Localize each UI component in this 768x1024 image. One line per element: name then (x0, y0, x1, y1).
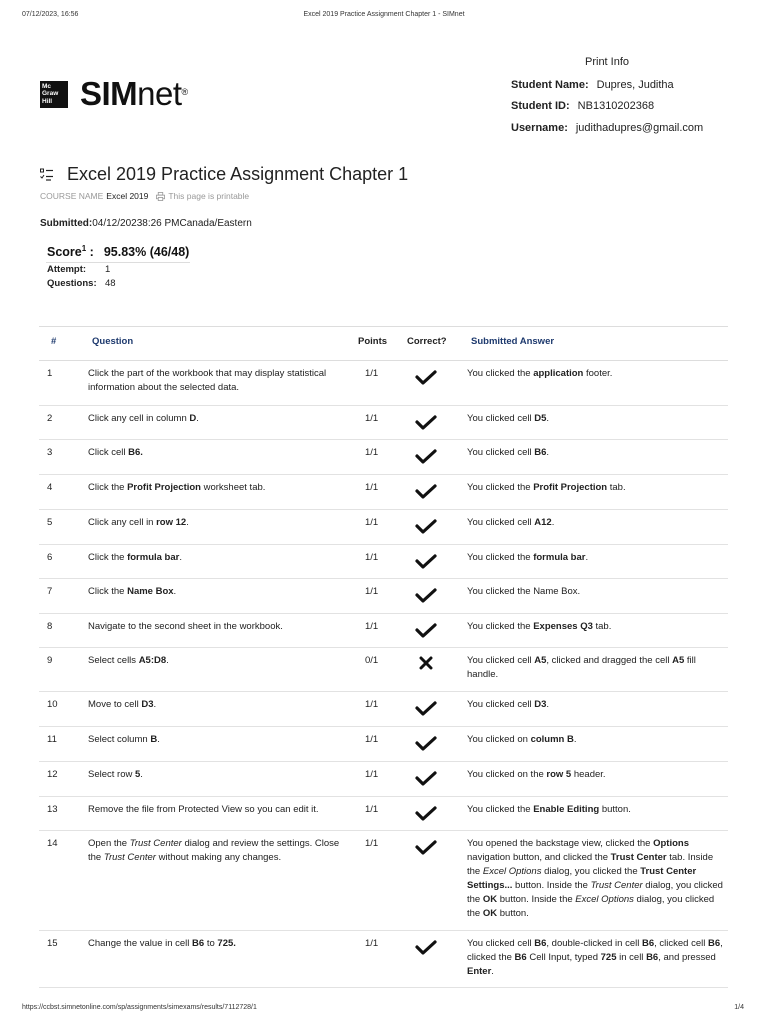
table-row (39, 406, 728, 440)
score-value: 95.83% (46/48) (103, 245, 190, 260)
check-icon (415, 518, 437, 534)
attempt-row (47, 264, 110, 275)
row-answer: You clicked the Name Box. (467, 586, 581, 597)
row-points: 1/1 (365, 769, 379, 780)
col-correct-header: Correct? (407, 336, 447, 347)
row-number: 12 (47, 769, 58, 780)
username-row (511, 122, 703, 134)
questions-value: 48 (105, 278, 116, 289)
results-table (39, 326, 728, 988)
row-correct (415, 448, 439, 464)
row-number: 14 (47, 838, 58, 849)
score-label: Score (47, 245, 82, 260)
check-icon (415, 839, 437, 855)
row-correct (415, 369, 439, 385)
table-header (39, 327, 728, 361)
check-icon (415, 805, 437, 821)
student-id-value: NB1310202368 (577, 100, 655, 112)
simnet-wordmark: SIMnet® (80, 75, 188, 112)
course-name: Excel 2019 (106, 191, 149, 201)
student-id-row (511, 100, 654, 112)
row-question: Navigate to the second sheet in the workbook. (88, 621, 283, 632)
submitted-label: Submitted: (40, 218, 93, 229)
row-question: Select cells A5:D8. (88, 655, 169, 666)
submitted-line (40, 218, 252, 229)
col-question-header: Question (92, 336, 134, 347)
student-id-label: Student ID: (511, 100, 570, 112)
row-number: 15 (47, 938, 58, 949)
print-url: https://ccbst.simnetonline.com/sp/assignments/simexams/results/7112728/1 (22, 1004, 257, 1011)
check-icon (415, 483, 437, 499)
row-points: 1/1 (365, 699, 379, 710)
course-label: COURSE NAME (40, 191, 104, 201)
row-number: 13 (47, 804, 58, 815)
table-row (39, 475, 728, 510)
row-correct (415, 656, 439, 672)
simnet-logo (40, 75, 188, 112)
row-question: Click any cell in column D. (88, 413, 199, 424)
row-number: 2 (47, 413, 53, 424)
table-row (39, 614, 728, 648)
col-num-header: # (51, 336, 57, 347)
row-correct (415, 483, 439, 499)
printer-icon (156, 192, 165, 201)
row-answer: You clicked cell D5. (467, 413, 550, 424)
row-correct (415, 735, 439, 751)
print-info-link[interactable]: Print Info (585, 56, 630, 68)
row-question: Open the Trust Center dialog and review the settings. Close the Trust Center without making any changes. (88, 838, 340, 863)
col-points-header: Points (358, 336, 388, 347)
row-points: 1/1 (365, 804, 379, 815)
course-line (40, 191, 249, 201)
row-question: Select row 5. (88, 769, 143, 780)
row-number: 10 (47, 699, 58, 710)
print-datetime: 07/12/2023, 16:56 (22, 11, 79, 18)
row-correct (415, 770, 439, 786)
row-points: 1/1 (365, 938, 379, 949)
row-number: 4 (47, 482, 53, 493)
table-row (39, 931, 728, 988)
row-number: 3 (47, 447, 53, 458)
check-icon (415, 735, 437, 751)
col-answer-header: Submitted Answer (471, 336, 555, 347)
username-label: Username: (511, 122, 568, 134)
table-row (39, 797, 728, 831)
row-points: 1/1 (365, 413, 379, 424)
table-row (39, 648, 728, 692)
check-icon (415, 939, 437, 955)
row-correct (415, 518, 439, 534)
row-points: 1/1 (365, 482, 379, 493)
row-answer: You clicked the formula bar. (467, 552, 589, 563)
row-number: 5 (47, 517, 53, 528)
row-points: 0/1 (365, 655, 379, 666)
row-question: Change the value in cell B6 to 725. (88, 938, 236, 949)
attempt-value: 1 (105, 264, 111, 275)
table-row (39, 831, 728, 931)
row-number: 6 (47, 552, 53, 563)
check-icon (415, 414, 437, 430)
row-points: 1/1 (365, 447, 379, 458)
check-icon (415, 587, 437, 603)
row-answer: You clicked cell D3. (467, 699, 550, 710)
row-correct (415, 414, 439, 430)
row-points: 1/1 (365, 552, 379, 563)
row-points: 1/1 (365, 586, 379, 597)
row-answer: You clicked the Enable Editing button. (467, 804, 631, 815)
table-row (39, 510, 728, 545)
mcgraw-hill-logo: Mc Graw Hill (40, 81, 68, 108)
row-question: Move to cell D3. (88, 699, 157, 710)
row-correct (415, 939, 439, 955)
row-correct (415, 587, 439, 603)
questions-label: Questions: (47, 278, 97, 289)
row-correct (415, 839, 439, 855)
printable-note: This page is printable (168, 191, 250, 201)
print-page-number: 1/4 (734, 1004, 744, 1011)
student-name-label: Student Name: (511, 79, 589, 91)
row-number: 7 (47, 586, 53, 597)
row-answer: You clicked the Expenses Q3 tab. (467, 621, 612, 632)
row-points: 1/1 (365, 734, 379, 745)
row-points: 1/1 (365, 838, 379, 849)
check-icon (415, 770, 437, 786)
row-question: Click the part of the workbook that may display statistical information about the selected data. (88, 368, 327, 393)
row-correct (415, 700, 439, 716)
row-answer: You clicked cell B6. (467, 447, 550, 458)
student-name-row (511, 79, 674, 91)
row-answer: You clicked on column B. (467, 734, 577, 745)
assignment-title: Excel 2019 Practice Assignment Chapter 1 (67, 164, 409, 184)
table-row (39, 727, 728, 762)
row-points: 1/1 (365, 621, 379, 632)
check-icon (415, 448, 437, 464)
attempt-label: Attempt: (47, 264, 87, 275)
row-answer: You clicked the application footer. (467, 368, 613, 379)
row-points: 1/1 (365, 517, 379, 528)
row-number: 8 (47, 621, 53, 632)
assignment-header (40, 164, 408, 185)
row-question: Click cell B6. (88, 447, 143, 458)
score-footnote: 1 (81, 244, 87, 253)
table-row (39, 440, 728, 475)
table-row (39, 545, 728, 579)
row-answer: You clicked cell B6, double-clicked in cell B6, clicked cell B6, clicked the B6 Cell Input, typed 725 in cell B6, and pressed Enter. (467, 938, 723, 977)
row-answer: You clicked cell A5, clicked and dragged the cell A5 fill handle. (467, 655, 696, 680)
student-name-value: Dupres, Juditha (596, 79, 674, 91)
table-row (39, 762, 728, 797)
row-question: Remove the file from Protected View so you can edit it. (88, 804, 319, 815)
table-row (39, 361, 728, 406)
print-doc-title: Excel 2019 Practice Assignment Chapter 1 - SIMnet (303, 11, 465, 18)
username-value: judithadupres@gmail.com (575, 122, 704, 134)
row-correct (415, 622, 439, 638)
row-correct (415, 553, 439, 569)
row-points: 1/1 (365, 368, 379, 379)
row-question: Select column B. (88, 734, 160, 745)
check-icon (415, 622, 437, 638)
row-question: Click any cell in row 12. (88, 517, 189, 528)
row-number: 1 (47, 368, 53, 379)
score-line: Score$^1$ : 95.83% (46/48) (47, 244, 190, 260)
score-divider (46, 262, 190, 263)
row-number: 11 (47, 734, 57, 745)
row-answer: You opened the backstage view, clicked the Options navigation button, and clicked the Trust Center tab. Inside the Excel Options dialog, you clicked the Trust Center Settings... button. Inside the Trust Center dialog, you clicked the OK button. Inside the Excel Options dialog, you clicked the OK button. (467, 838, 723, 919)
row-question: Click the formula bar. (88, 552, 182, 563)
check-icon (415, 553, 437, 569)
check-icon (415, 369, 437, 385)
row-answer: You clicked cell A12. (467, 517, 555, 528)
table-row (39, 692, 728, 727)
table-row (39, 579, 728, 614)
cross-icon (419, 656, 433, 670)
row-question: Click the Profit Projection worksheet tab. (88, 482, 266, 493)
questions-row (47, 278, 116, 289)
row-question: Click the Name Box. (88, 586, 177, 597)
check-icon (415, 700, 437, 716)
row-answer: You clicked on the row 5 header. (467, 769, 606, 780)
row-correct (415, 805, 439, 821)
submitted-value: 04/12/20238:26 PMCanada/Eastern (92, 218, 252, 229)
row-answer: You clicked the Profit Projection tab. (467, 482, 626, 493)
checklist-icon (40, 168, 54, 182)
row-number: 9 (47, 655, 53, 666)
